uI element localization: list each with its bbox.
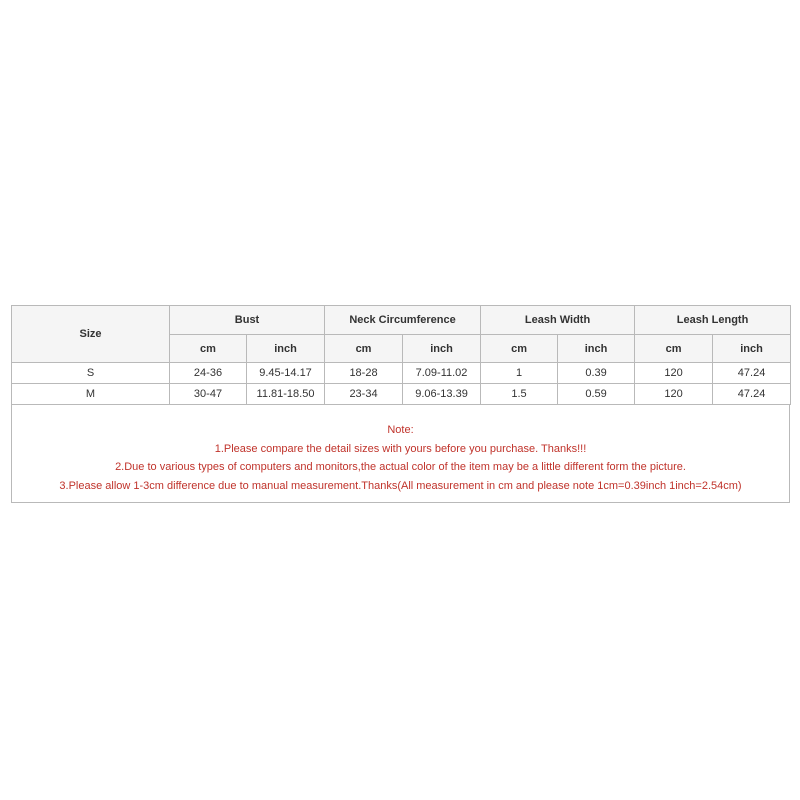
group-header-leash-length: Leash Length (635, 306, 791, 335)
table-cell: 0.59 (558, 384, 635, 405)
group-header-row (12, 306, 791, 335)
size-cell: M (12, 384, 170, 405)
size-column-header: Size (12, 306, 170, 363)
table-cell: 120 (635, 363, 713, 384)
table-cell: 1.5 (481, 384, 558, 405)
notes-title: Note: (387, 424, 414, 436)
table-cell: 9.45-14.17 (247, 363, 325, 384)
table-cell: 24-36 (170, 363, 247, 384)
table-cell: 18-28 (325, 363, 403, 384)
table-cell: 23-34 (325, 384, 403, 405)
table-cell: 47.24 (713, 363, 791, 384)
unit-header: inch (558, 335, 635, 363)
table-cell: 0.39 (558, 363, 635, 384)
table-cell: 1 (481, 363, 558, 384)
unit-header: inch (247, 335, 325, 363)
table-row (12, 384, 791, 405)
unit-header: inch (403, 335, 481, 363)
note-line: 2.Due to various types of computers and monitors,the actual color of the item may be a little different form the picture. (115, 461, 686, 473)
unit-header: cm (635, 335, 713, 363)
table-cell: 30-47 (170, 384, 247, 405)
unit-header: cm (481, 335, 558, 363)
table-cell: 47.24 (713, 384, 791, 405)
table-cell: 9.06-13.39 (403, 384, 481, 405)
table-cell: 7.09-11.02 (403, 363, 481, 384)
table-cell: 11.81-18.50 (247, 384, 325, 405)
note-line: 3.Please allow 1-3cm difference due to manual measurement.Thanks(All measurement in cm and please note 1cm=0.39inch 1inch=2.54cm) (59, 479, 742, 492)
table-cell: 120 (635, 384, 713, 405)
group-header-neck-circumference: Neck Circumference (325, 306, 481, 335)
unit-header: cm (325, 335, 403, 363)
notes-panel (11, 405, 790, 503)
group-header-bust: Bust (170, 306, 325, 335)
note-line: 1.Please compare the detail sizes with yours before you purchase. Thanks!!! (214, 442, 587, 455)
size-cell: S (12, 363, 170, 384)
size-chart (11, 305, 790, 503)
size-table (11, 305, 791, 405)
unit-header: inch (713, 335, 791, 363)
unit-header: cm (170, 335, 247, 363)
group-header-leash-width: Leash Width (481, 306, 635, 335)
table-row (12, 363, 791, 384)
